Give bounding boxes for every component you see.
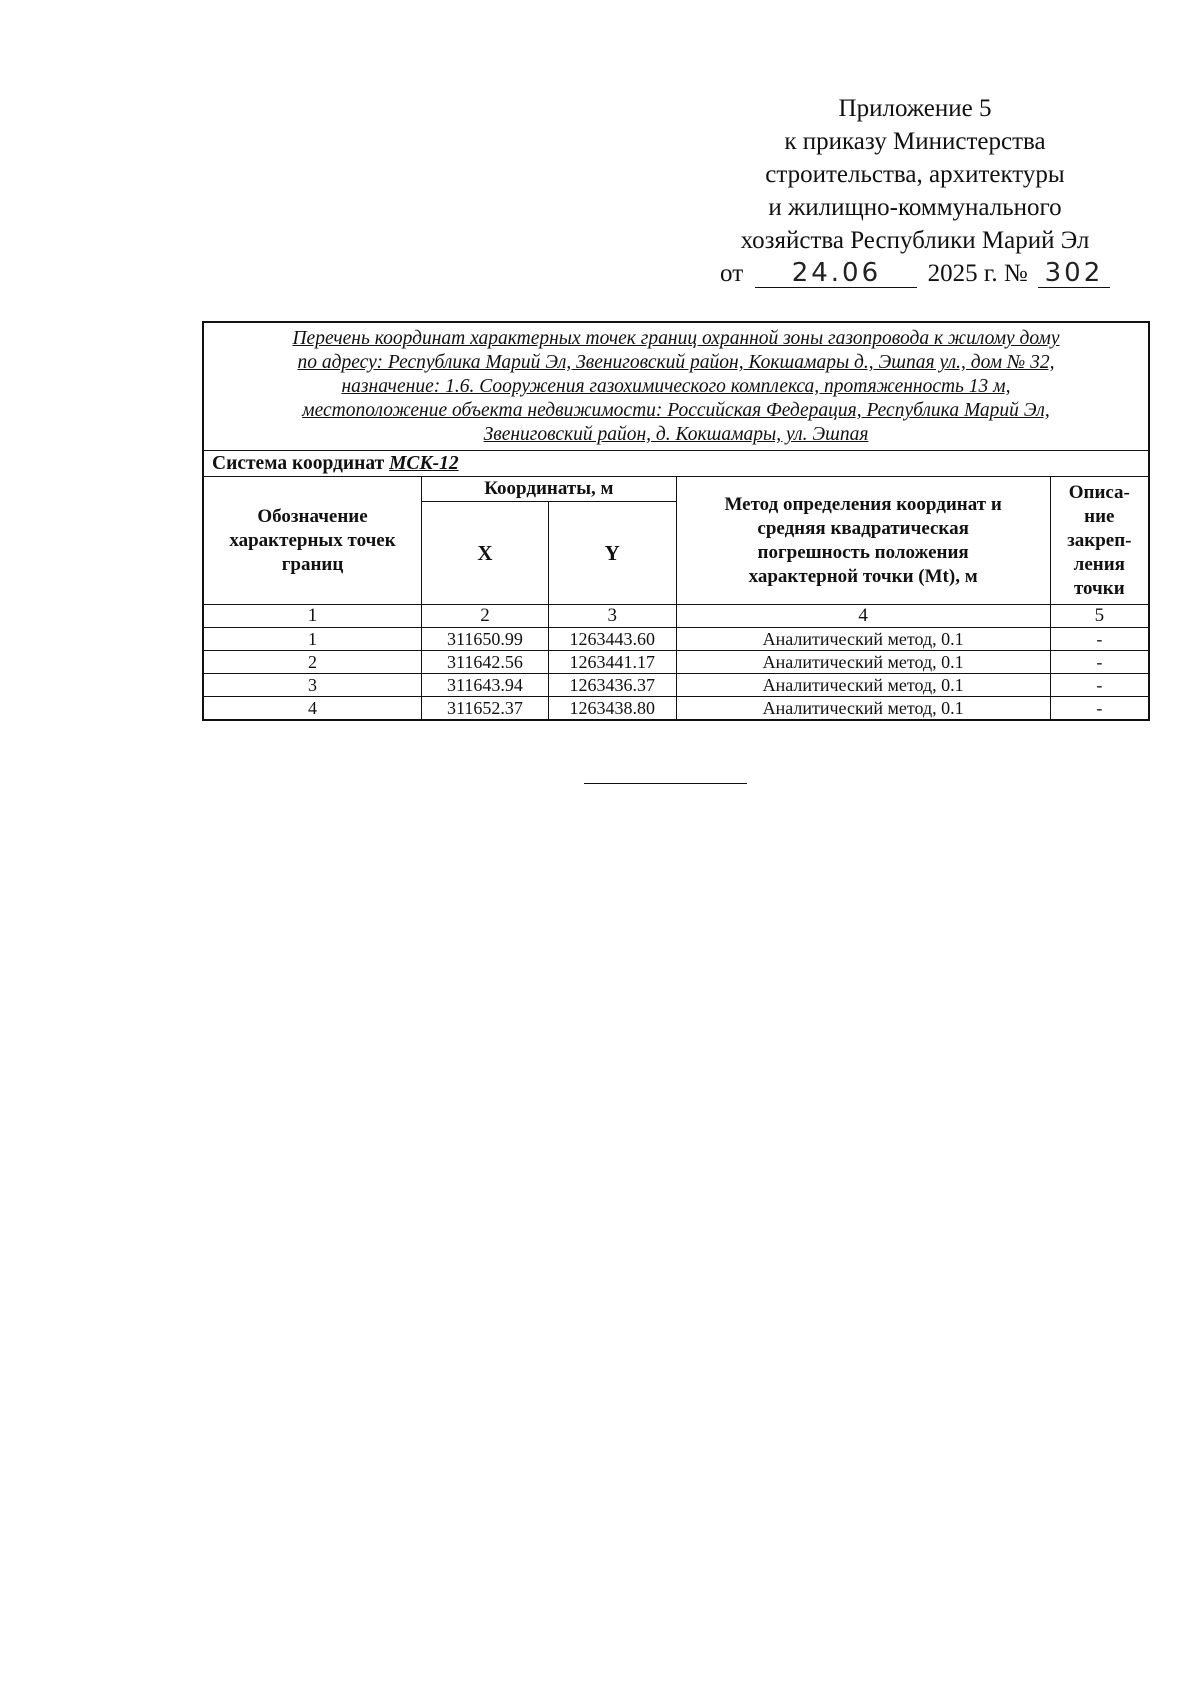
appendix-line: и жилищно-коммунального xyxy=(768,194,1062,221)
cell-method: Аналитический метод, 0.1 xyxy=(676,674,1050,697)
order-line xyxy=(690,257,1140,290)
header-x: X xyxy=(422,502,549,605)
appendix-line: к приказу Министерства xyxy=(784,128,1046,155)
cell-y: 1263436.37 xyxy=(548,674,676,697)
cell-point: 2 xyxy=(203,651,422,674)
coordinates-table xyxy=(202,321,1150,721)
cell-point: 3 xyxy=(203,674,422,697)
cell-description: - xyxy=(1050,651,1149,674)
cell-x: 311642.56 xyxy=(422,651,549,674)
header-points: Обозначение характерных точек границ xyxy=(203,477,422,605)
cell-point: 1 xyxy=(203,628,422,651)
order-number-handwritten: 302 xyxy=(1038,260,1110,288)
cell-x: 311643.94 xyxy=(422,674,549,697)
system-value: МСК-12 xyxy=(389,453,459,474)
header-method: Метод определения координат и средняя квадратическая погрешность положения характерной точки (Mt), м xyxy=(676,477,1050,605)
table-row xyxy=(203,674,1149,697)
table-title-row xyxy=(203,322,1149,451)
header-row-1 xyxy=(203,477,1149,502)
order-year: 2025 г. № xyxy=(927,260,1028,287)
system-label: Система координат xyxy=(212,453,385,474)
cell-description: - xyxy=(1050,674,1149,697)
cell-method: Аналитический метод, 0.1 xyxy=(676,628,1050,651)
column-number: 4 xyxy=(676,605,1050,628)
order-date-handwritten: 24.06 xyxy=(755,260,917,288)
cell-point: 4 xyxy=(203,697,422,721)
appendix-line: Приложение 5 xyxy=(838,95,992,122)
cell-method: Аналитический метод, 0.1 xyxy=(676,651,1050,674)
cell-description: - xyxy=(1050,628,1149,651)
title-line: Перечень координат характерных точек границ охранной зоны газопровода к жилому дому xyxy=(292,328,1060,349)
cell-x: 311650.99 xyxy=(422,628,549,651)
appendix-header xyxy=(690,92,1140,290)
title-line: назначение: 1.6. Сооружения газохимического комплекса, протяженность 13 м, xyxy=(341,376,1011,397)
cell-y: 1263438.80 xyxy=(548,697,676,721)
cell-method: Аналитический метод, 0.1 xyxy=(676,697,1050,721)
title-line: местоположение объекта недвижимости: Российская Федерация, Республика Марий Эл, xyxy=(302,400,1050,421)
appendix-line: хозяйства Республики Марий Эл xyxy=(740,227,1090,254)
header-coordinates: Координаты, м xyxy=(422,477,677,502)
cell-y: 1263441.17 xyxy=(548,651,676,674)
appendix-line: строительства, архитектуры xyxy=(765,161,1065,188)
order-prefix: от xyxy=(720,260,744,287)
column-number: 5 xyxy=(1050,605,1149,628)
end-divider xyxy=(584,783,747,784)
header-y: Y xyxy=(548,502,676,605)
coordinate-system-row xyxy=(203,451,1149,477)
title-line: по адресу: Республика Марий Эл, Звениговский район, Кокшамары д., Эшпая ул., дом № 32, xyxy=(297,352,1055,373)
cell-x: 311652.37 xyxy=(422,697,549,721)
cell-description: - xyxy=(1050,697,1149,721)
column-number: 3 xyxy=(548,605,676,628)
table-row xyxy=(203,651,1149,674)
table-title xyxy=(203,322,1149,451)
column-number: 1 xyxy=(203,605,422,628)
table-row xyxy=(203,628,1149,651)
table-row xyxy=(203,697,1149,721)
column-number: 2 xyxy=(422,605,549,628)
header-description: Описа- ние закреп- ления точки xyxy=(1050,477,1149,605)
cell-y: 1263443.60 xyxy=(548,628,676,651)
title-line: Звениговский район, д. Кокшамары, ул. Эшпая xyxy=(483,424,869,445)
coordinate-system xyxy=(203,451,1149,477)
column-numbers-row xyxy=(203,605,1149,628)
